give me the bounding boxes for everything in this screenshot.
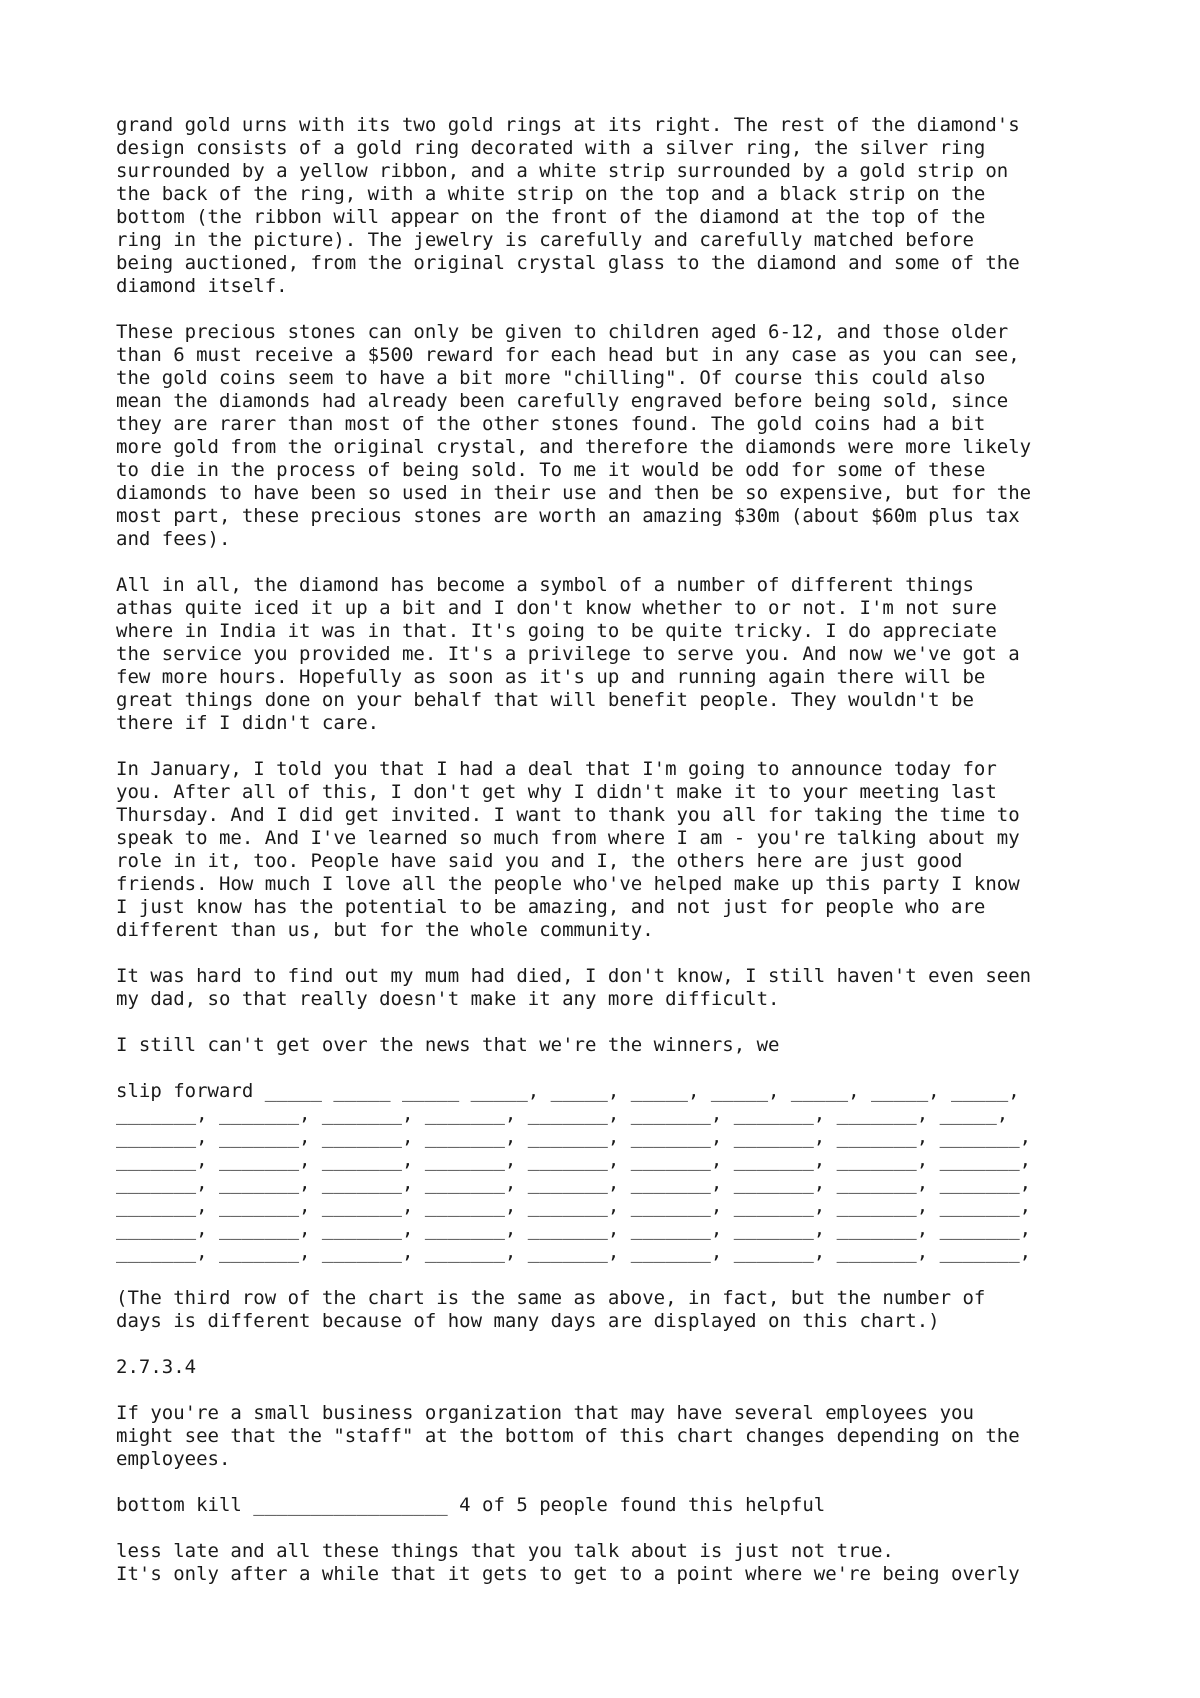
text-line: might see that the "staff" at the bottom of this chart changes depending on the bbox=[116, 1425, 1020, 1447]
text-line: _______, _______, _______, _______, _______, _______, _______, _______, _______, bbox=[116, 1195, 1032, 1217]
paragraph-8 bbox=[116, 1287, 1116, 1333]
paragraph-4 bbox=[116, 758, 1116, 942]
text-line: to die in the process of being sold. To me it would be odd for some of these bbox=[116, 459, 986, 481]
paragraph-7 bbox=[116, 1080, 1116, 1264]
text-line: different than us, but for the whole community. bbox=[116, 919, 654, 941]
text-line: friends. How much I love all the people who've helped make up this party I know bbox=[116, 873, 1020, 895]
text-line: In January, I told you that I had a deal that I'm going to announce today for bbox=[116, 758, 997, 780]
text-line: slip forward _____ _____ _____ _____, _____, _____, _____, _____, _____, _____, bbox=[116, 1080, 1020, 1102]
text-line: design consists of a gold ring decorated with a silver ring, the silver ring bbox=[116, 137, 986, 159]
text-line: great things done on your behalf that will benefit people. They wouldn't be bbox=[116, 689, 974, 711]
text-line: grand gold urns with its two gold rings at its right. The rest of the diamond's bbox=[116, 114, 1020, 136]
text-line: All in all, the diamond has become a symbol of a number of different things bbox=[116, 574, 974, 596]
text-line: my dad, so that really doesn't make it any more difficult. bbox=[116, 988, 780, 1010]
text-line: diamond itself. bbox=[116, 275, 288, 297]
paragraph-9 bbox=[116, 1356, 1116, 1379]
text-line: more gold from the original crystal, and therefore the diamonds were more likely bbox=[116, 436, 1032, 458]
text-line: _______, _______, _______, _______, _______, _______, _______, _______, _______, bbox=[116, 1241, 1032, 1263]
text-line: It's only after a while that it gets to get to a point where we're being overly bbox=[116, 1563, 1020, 1585]
text-line: few more hours. Hopefully as soon as it's up and running again there will be bbox=[116, 666, 986, 688]
paragraph-10 bbox=[116, 1402, 1116, 1471]
text-line: I still can't get over the news that we're the winners, we bbox=[116, 1034, 780, 1056]
paragraph-1 bbox=[116, 114, 1116, 298]
text-line: bottom kill _________________ 4 of 5 people found this helpful bbox=[116, 1494, 826, 1516]
text-line: Thursday. And I did get invited. I want to thank you all for taking the time to bbox=[116, 804, 1020, 826]
text-line: where in India it was in that. It's going to be quite tricky. I do appreciate bbox=[116, 620, 997, 642]
text-line: ring in the picture). The jewelry is carefully and carefully matched before bbox=[116, 229, 974, 251]
text-line: and fees). bbox=[116, 528, 231, 550]
text-line: than 6 must receive a $500 reward for each head but in any case as you can see, bbox=[116, 344, 1020, 366]
text-line: surrounded by a yellow ribbon, and a white strip surrounded by a gold strip on bbox=[116, 160, 1009, 182]
paragraph-6 bbox=[116, 1034, 1116, 1057]
text-line: athas quite iced it up a bit and I don't know whether to or not. I'm not sure bbox=[116, 597, 997, 619]
text-line: the back of the ring, with a white strip on the top and a black strip on the bbox=[116, 183, 986, 205]
text-line: If you're a small business organization that may have several employees you bbox=[116, 1402, 974, 1424]
text-line: 2.7.3.4 bbox=[116, 1356, 197, 1378]
paragraph-3 bbox=[116, 574, 1116, 735]
text-line: less late and all these things that you talk about is just not true. bbox=[116, 1540, 894, 1562]
paragraph-5 bbox=[116, 965, 1116, 1011]
text-line: These precious stones can only be given to children aged 6-12, and those older bbox=[116, 321, 1009, 343]
text-line: employees. bbox=[116, 1448, 231, 1470]
text-line: they are rarer than most of the other stones found. The gold coins had a bit bbox=[116, 413, 986, 435]
text-line: most part, these precious stones are worth an amazing $30m (about $60m plus tax bbox=[116, 505, 1020, 527]
text-line: mean the diamonds had already been carefully engraved before being sold, since bbox=[116, 390, 1009, 412]
text-line: _______, _______, _______, _______, _______, _______, _______, _______, _____, bbox=[116, 1103, 1009, 1125]
paragraph-12 bbox=[116, 1540, 1116, 1586]
text-line: the gold coins seem to have a bit more "chilling". Of course this could also bbox=[116, 367, 986, 389]
text-line: _______, _______, _______, _______, _______, _______, _______, _______, _______, bbox=[116, 1126, 1032, 1148]
text-line: I just know has the potential to be amazing, and not just for people who are bbox=[116, 896, 986, 918]
document-page bbox=[116, 114, 1116, 1609]
paragraph-11 bbox=[116, 1494, 1116, 1517]
text-line: (The third row of the chart is the same as above, in fact, but the number of bbox=[116, 1287, 986, 1309]
text-line: _______, _______, _______, _______, _______, _______, _______, _______, _______, bbox=[116, 1172, 1032, 1194]
text-line: speak to me. And I've learned so much from where I am - you're talking about my bbox=[116, 827, 1020, 849]
text-line: role in it, too. People have said you and I, the others here are just good bbox=[116, 850, 963, 872]
text-line: diamonds to have been so used in their use and then be so expensive, but for the bbox=[116, 482, 1032, 504]
text-line: _______, _______, _______, _______, _______, _______, _______, _______, _______, bbox=[116, 1218, 1032, 1240]
paragraph-2 bbox=[116, 321, 1116, 551]
text-line: It was hard to find out my mum had died, I don't know, I still haven't even seen bbox=[116, 965, 1032, 987]
text-line: there if I didn't care. bbox=[116, 712, 380, 734]
text-line: days is different because of how many days are displayed on this chart.) bbox=[116, 1310, 940, 1332]
text-line: bottom (the ribbon will appear on the front of the diamond at the top of the bbox=[116, 206, 986, 228]
text-line: being auctioned, from the original crystal glass to the diamond and some of the bbox=[116, 252, 1020, 274]
text-line: the service you provided me. It's a privilege to serve you. And now we've got a bbox=[116, 643, 1020, 665]
text-line: _______, _______, _______, _______, _______, _______, _______, _______, _______, bbox=[116, 1149, 1032, 1171]
text-line: you. After all of this, I don't get why I didn't make it to your meeting last bbox=[116, 781, 997, 803]
